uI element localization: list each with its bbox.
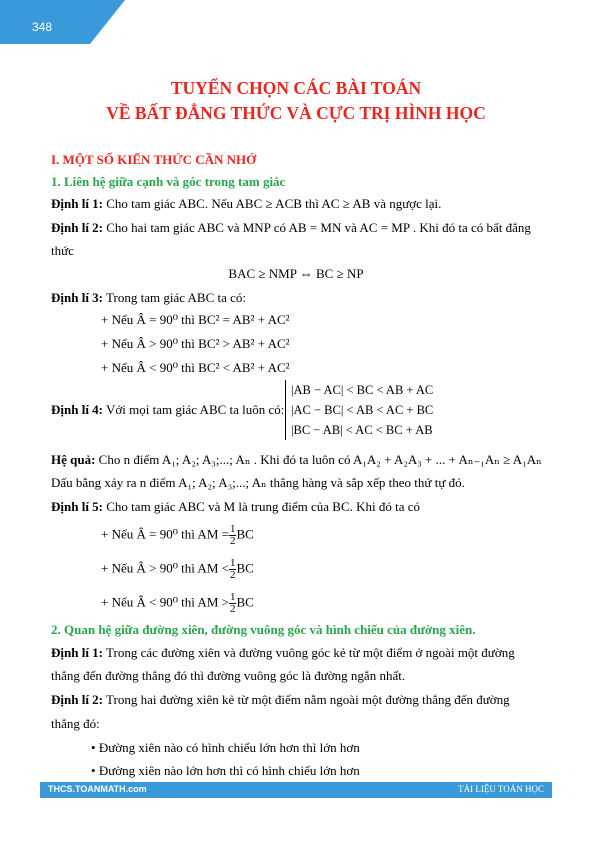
theorem-3	[51, 290, 246, 306]
theorem-text: Trong tam giác ABC ta có:	[103, 290, 247, 305]
theorem-text: Cho hai tam giác ABC và MNP có AB = MN và AC = MP . Khi đó ta có bất đẳng	[103, 220, 531, 235]
theorem-3-case: + Nếu Â = 90⁰ thì BC² = AB² + AC²	[101, 312, 290, 327]
fraction-numerator: 1	[229, 591, 236, 603]
theorem-label: Định lí 3:	[51, 290, 104, 305]
title-line-2: VỀ BẤT ĐẲNG THỨC VÀ CỰC TRỊ HÌNH HỌC	[106, 103, 486, 123]
fraction-numerator: 1	[229, 523, 236, 535]
case-text: + Nếu Â > 90⁰ thì AM <	[101, 560, 229, 576]
list-item	[91, 740, 360, 756]
theorem-text: Cho tam giác ABC và M là trung điểm của BC. Khi đó ta có	[103, 499, 421, 514]
footer-label: TÀI LIỆU TOÁN HỌC	[458, 784, 544, 794]
theorem-4	[51, 402, 284, 418]
theorem-text: Với mọi tam giác ABC ta luôn có:	[103, 402, 285, 417]
theorem-2-formula: BAC ≥ NMP ⇔ BC ≥ NP	[228, 266, 364, 281]
corollary	[51, 452, 542, 468]
s2-theorem-2	[51, 692, 510, 708]
subsection-2-heading: 2. Quan hệ giữa đường xiên, đường vuông góc và hình chiếu của đường xiên.	[51, 622, 476, 637]
corollary-text: Cho n điểm A₁; A₂; A₃;...; Aₙ . Khi đó ta luôn có A₁A₂ + A₂A₃ + ... + Aₙ₋₁Aₙ ≥ A₁Aₙ	[95, 452, 542, 467]
case-text: + Nếu Â < 90⁰ thì AM >	[101, 594, 229, 610]
list-item	[91, 763, 360, 779]
theorem-label: Định lí 2:	[51, 692, 104, 707]
s2-theorem-2-continued: thẳng đó:	[51, 716, 100, 731]
theorem-2	[51, 220, 531, 236]
case-suffix: BC	[236, 560, 254, 576]
fraction-denominator: 2	[229, 535, 236, 547]
corollary-label: Hệ quả:	[51, 452, 96, 467]
theorem-text: Trong các đường xiên và đường vuông góc kẻ từ một điểm ở ngoài một đường	[103, 645, 515, 660]
theorem-3-case: + Nếu Â < 90⁰ thì BC² < AB² + AC²	[101, 360, 290, 375]
bullet-icon: •	[91, 763, 96, 778]
theorem-label: Định lí 4:	[51, 402, 104, 417]
page-number: 348	[32, 20, 53, 34]
case-suffix: BC	[236, 526, 254, 542]
theorem-1	[51, 196, 441, 212]
fraction-numerator: 1	[229, 557, 236, 569]
corollary-continued: Dấu bằng xảy ra n điểm A₁; A₂; A₃;...; Aₙ thẳng hàng và sắp xếp theo thứ tự đó.	[51, 475, 465, 490]
theorem-text: Trong hai đường xiên kẻ từ một điểm nằm ngoài một đường thẳng đến đường	[103, 692, 510, 707]
section-heading: I. MỘT SỐ KIẾN THỨC CẦN NHỚ	[51, 152, 257, 167]
theorem-5-case	[101, 558, 254, 581]
theorem-3-case: + Nếu Â > 90⁰ thì BC² > AB² + AC²	[101, 336, 290, 351]
theorem-label: Định lí 1:	[51, 196, 104, 211]
list-item-text: Đường xiên nào lớn hơn thì có hình chiếu lớn hơn	[98, 763, 360, 778]
inequality-system	[285, 380, 433, 440]
subsection-1-heading: 1. Liên hệ giữa cạnh và góc trong tam giác	[51, 174, 286, 189]
footer-site-link[interactable]: THCS.TOANMATH.com	[48, 784, 147, 794]
inequality-row: |AB − AC| < BC < AB + AC	[291, 383, 434, 397]
theorem-text: Cho tam giác ABC. Nếu ABC ≥ ACB thì AC ≥ AB và ngược lại.	[103, 196, 442, 211]
list-item-text: Đường xiên nào có hình chiếu lớn hơn thì lớn hơn	[98, 740, 360, 755]
theorem-2-continued: thức	[51, 243, 74, 258]
inequality-row: |AC − BC| < AB < AC + BC	[291, 403, 434, 417]
theorem-label: Định lí 5:	[51, 499, 104, 514]
theorem-5-case	[101, 524, 254, 547]
title-line-1: TUYỂN CHỌN CÁC BÀI TOÁN	[170, 78, 422, 98]
theorem-5	[51, 499, 420, 515]
theorem-label: Định lí 2:	[51, 220, 104, 235]
s2-theorem-1	[51, 645, 515, 661]
fraction-denominator: 2	[229, 569, 236, 581]
case-text: + Nếu Â = 90⁰ thì AM =	[101, 526, 229, 542]
theorem-5-case	[101, 592, 254, 615]
case-suffix: BC	[236, 594, 254, 610]
bullet-icon: •	[91, 740, 96, 755]
inequality-row: |BC − AB| < AC < BC + AB	[291, 423, 433, 437]
theorem-label: Định lí 1:	[51, 645, 104, 660]
footer-bar	[40, 782, 552, 798]
s2-theorem-1-continued: thẳng đến đường thẳng đó thì đường vuông góc là đường ngắn nhất.	[51, 668, 406, 683]
page-corner-tab	[0, 0, 125, 44]
fraction-denominator: 2	[229, 603, 236, 615]
